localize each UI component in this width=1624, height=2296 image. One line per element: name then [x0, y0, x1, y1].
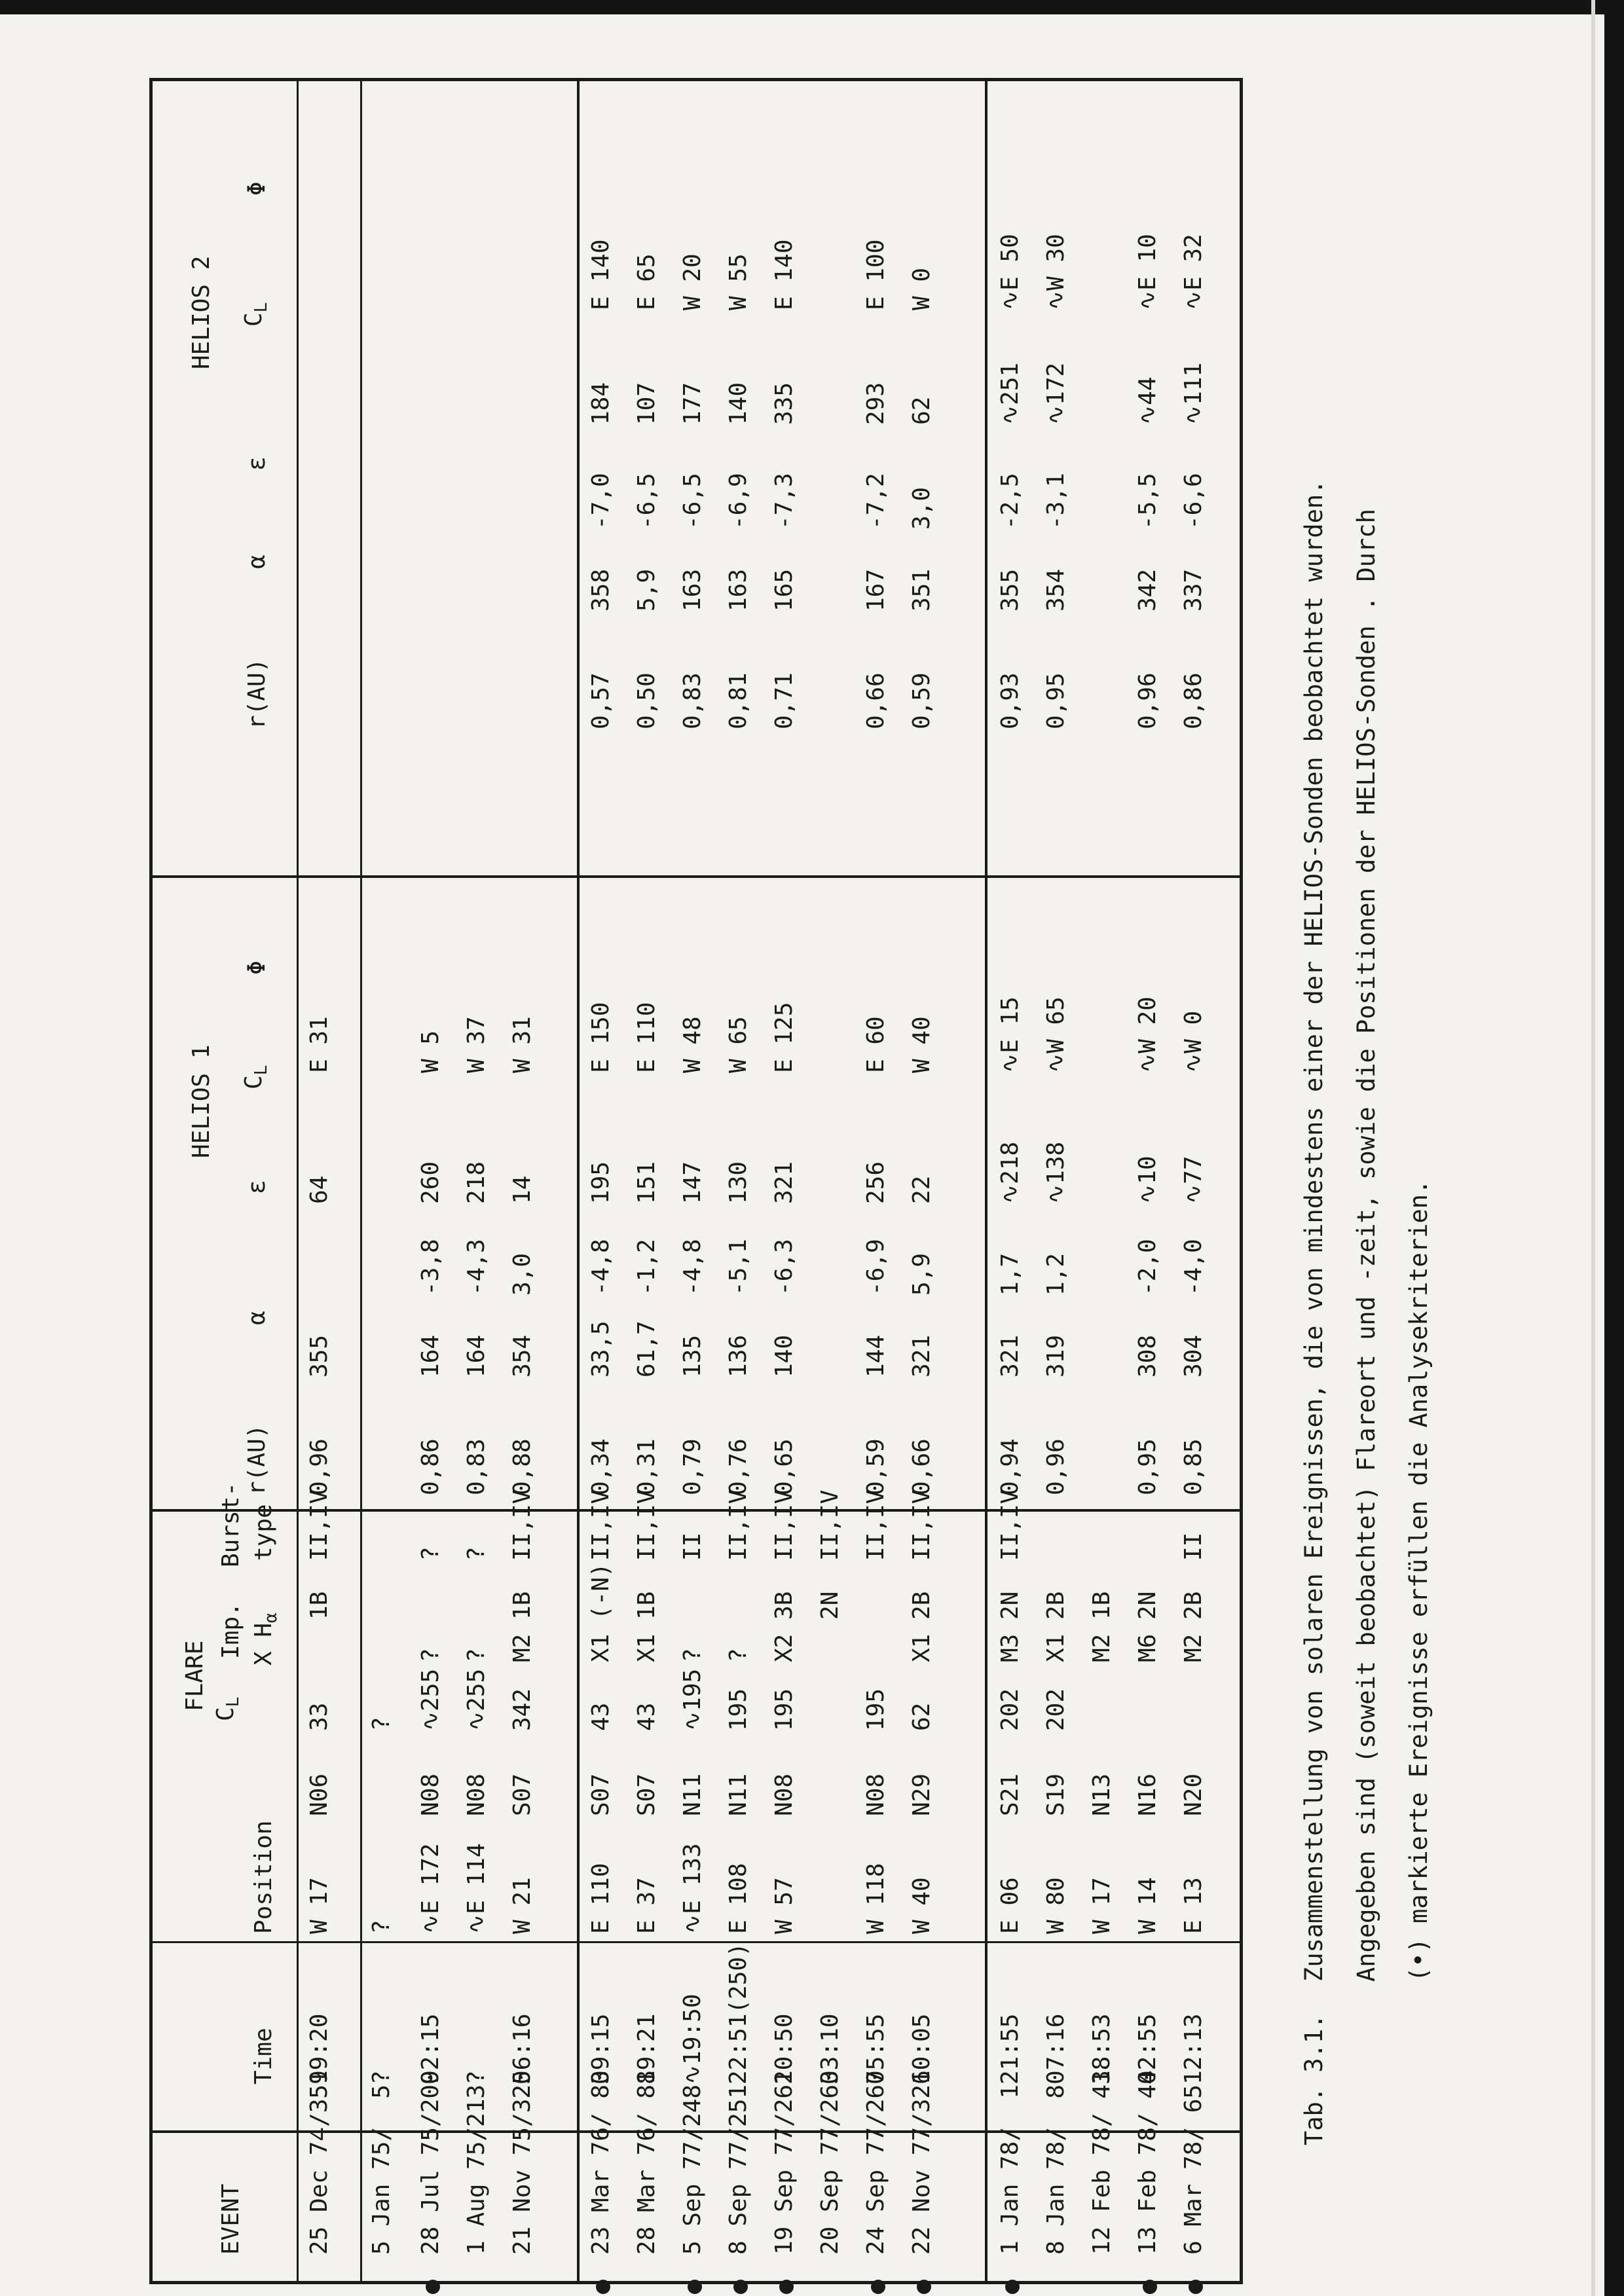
cell-imp-x: X1 [1043, 1633, 1069, 1662]
cell-h1-alpha: 164 [417, 1334, 444, 1377]
cell-h1-r: 0,85 [1180, 1438, 1207, 1495]
cell-h1-eps: -4,3 [463, 1239, 490, 1296]
cell-event: 20 Sep 77/263 [817, 2070, 843, 2255]
cell-h2-cl: ∿111 [1180, 362, 1207, 425]
cell-event: 19 Sep 77/262 [771, 2070, 798, 2255]
cell-burst-type: II,IV [997, 1489, 1024, 1561]
cell-h1-phi: W 48 [679, 1016, 706, 1073]
cell-h2-eps: -3,1 [1043, 473, 1069, 530]
cell-time: 07:16 [1043, 2013, 1069, 2085]
cell-h2-alpha: 354 [1043, 568, 1069, 611]
cell-event: 22 Nov 77/326 [908, 2070, 935, 2255]
cell-imp-x: X1 [587, 1633, 614, 1662]
cell-h1-eps: -3,8 [417, 1239, 444, 1296]
cell-h2-r: 0,86 [1180, 672, 1207, 729]
cell-h2-eps: -6,5 [679, 473, 706, 530]
header-event: EVENT [217, 2183, 244, 2255]
cell-h1-r: 0,94 [997, 1438, 1024, 1495]
cell-time: 19:21 [633, 2013, 660, 2085]
cell-h1-alpha: 135 [679, 1334, 706, 1377]
cell-imp-ha: 3B [771, 1591, 798, 1620]
cell-burst-type: II,IV [509, 1489, 536, 1561]
cell-event: 21 Nov 75/325 [509, 2070, 536, 2255]
cell-h1-r: 0,83 [463, 1438, 490, 1495]
cell-h1-eps: 1,7 [997, 1252, 1024, 1296]
cell-h2-eps: -6,5 [633, 473, 660, 530]
header-time: Time [250, 2028, 277, 2085]
cell-h2-phi: E 140 [771, 239, 798, 310]
row-sep-group3 [985, 81, 987, 2281]
cell-h1-phi: ∿W 0 [1180, 1010, 1207, 1073]
cell-time: 06:16 [509, 2013, 536, 2085]
cell-h2-r: 0,93 [997, 672, 1024, 729]
cell-h1-alpha: 319 [1043, 1334, 1069, 1377]
cell-time: 18:53 [1088, 2013, 1115, 2085]
cell-event: 12 Feb 78/ 43 [1088, 2070, 1115, 2255]
header-flare: FLARE [181, 1640, 208, 1711]
cell-h1-eps: -5,1 [725, 1239, 752, 1296]
cell-imp-ha: 1B [509, 1591, 536, 1620]
cell-h2-alpha: 337 [1180, 568, 1207, 611]
cell-h2-cl: 107 [633, 382, 660, 425]
cell-position: E 13 [1180, 1877, 1207, 1934]
cell-imp-x: M2 [509, 1633, 536, 1662]
analysis-marker-dot [596, 2280, 610, 2294]
analysis-marker-dot [1189, 2280, 1203, 2294]
cell-time: 10:50 [771, 2013, 798, 2085]
cell-time: 22:51(250) [725, 1942, 752, 2085]
cell-imp-x: ? [725, 1648, 752, 1662]
cell-imp-ha: 1B [306, 1591, 333, 1620]
cell-h1-r: 0,65 [771, 1438, 798, 1495]
cell-time: 12:13 [1180, 2013, 1207, 2085]
cell-h1-r: 0,34 [587, 1438, 614, 1495]
cell-h1-phi: E 125 [771, 1002, 798, 1073]
cell-flare-cl: 43 [633, 1702, 660, 1731]
cell-h1-phi: E 31 [306, 1016, 333, 1073]
cell-h1-alpha: 61,7 [633, 1321, 660, 1377]
analysis-marker-dot [871, 2280, 885, 2294]
cell-latitude: S21 [997, 1773, 1024, 1816]
cell-position: W 80 [1043, 1877, 1069, 1934]
cell-position: E 108 [725, 1863, 752, 1934]
cell-h2-eps: -6,9 [725, 473, 752, 530]
cell-h1-alpha: 304 [1180, 1334, 1207, 1377]
cell-event: 5 Sep 77/248 [679, 2084, 706, 2255]
cell-h2-r: 0,71 [771, 672, 798, 729]
header-helios2: HELIOS 2 [188, 255, 215, 369]
cell-h1-alpha: 354 [509, 1334, 536, 1377]
cell-imp-ha: (-N) [587, 1563, 614, 1620]
cell-flare-cl: 43 [587, 1702, 614, 1731]
cell-burst-type: II [1180, 1532, 1207, 1561]
cell-imp-x: X1 [633, 1633, 660, 1662]
cell-event: 6 Mar 78/ 65 [1180, 2084, 1207, 2255]
cell-h1-phi: W 5 [417, 1030, 444, 1073]
cell-position: ∿E 133 [679, 1843, 706, 1934]
cell-position: W 118 [862, 1863, 889, 1934]
row-sep-header [297, 81, 299, 2281]
cell-position: E 06 [997, 1877, 1024, 1934]
cell-burst-type: II,IV [306, 1489, 333, 1561]
cell-h1-phi: W 37 [463, 1016, 490, 1073]
analysis-marker-dot [688, 2280, 702, 2294]
cell-imp-ha: 2N [1134, 1591, 1161, 1620]
cell-h1-cl: 218 [463, 1161, 490, 1204]
analysis-marker-dot [1143, 2280, 1157, 2294]
cell-flare-cl: 195 [771, 1688, 798, 1731]
cell-flare-cl: 342 [509, 1688, 536, 1731]
cell-h2-cl: 335 [771, 382, 798, 425]
cell-burst-type: II,IV [633, 1489, 660, 1561]
cell-position: W 14 [1134, 1877, 1161, 1934]
cell-h1-eps: -4,8 [679, 1239, 706, 1296]
cell-h1-eps: 5,9 [908, 1252, 935, 1296]
cell-event: 28 Mar 76/ 88 [633, 2070, 660, 2255]
cell-h2-cl: 140 [725, 382, 752, 425]
cell-flare-cl: ? [368, 1717, 395, 1731]
cell-h1-cl: 130 [725, 1161, 752, 1204]
header-h1-eps: ε [244, 1180, 270, 1194]
cell-h1-r: 0,59 [862, 1438, 889, 1495]
cell-h2-cl: ∿172 [1043, 362, 1069, 425]
cell-position: W 40 [908, 1877, 935, 1934]
cell-latitude: N08 [771, 1773, 798, 1816]
cell-time: 05:55 [862, 2013, 889, 2085]
cell-h1-alpha: 321 [997, 1334, 1024, 1377]
col-sep-time [153, 1941, 1240, 1943]
cell-h1-phi: W 65 [725, 1016, 752, 1073]
caption-label: Tab. 3.1. [1300, 2014, 1328, 2145]
cell-latitude: N13 [1088, 1773, 1115, 1816]
cell-h1-alpha: 164 [463, 1334, 490, 1377]
cell-h1-r: 0,95 [1134, 1438, 1161, 1495]
cell-h1-alpha: 321 [908, 1334, 935, 1377]
cell-h2-phi: ∿E 32 [1180, 234, 1207, 310]
cell-h1-cl: 321 [771, 1161, 798, 1204]
cell-h1-r: 0,96 [1043, 1438, 1069, 1495]
header-imp: Imp. [217, 1602, 244, 1659]
row-sep-group1 [360, 81, 362, 2281]
cell-h1-alpha: 355 [306, 1334, 333, 1377]
cell-burst-type: II,IV [862, 1489, 889, 1561]
cell-time: ∿19:50 [679, 1994, 706, 2085]
cell-h1-eps: -1,2 [633, 1239, 660, 1296]
cell-h2-r: 0,95 [1043, 672, 1069, 729]
cell-h2-r: 0,66 [862, 672, 889, 729]
cell-imp-ha: 2B [1043, 1591, 1069, 1620]
cell-h2-phi: W 0 [908, 267, 935, 310]
cell-h1-phi: ∿W 20 [1134, 996, 1161, 1073]
cell-flare-cl: 195 [725, 1688, 752, 1731]
cell-imp-x: M2 [1088, 1633, 1115, 1662]
cell-h1-r: 0,79 [679, 1438, 706, 1495]
cell-imp-x: ? [679, 1648, 706, 1662]
cell-h2-cl: 293 [862, 382, 889, 425]
cell-h1-alpha: 140 [771, 1334, 798, 1377]
header-h2-r: r(AU) [244, 658, 270, 729]
cell-latitude: N29 [908, 1773, 935, 1816]
cell-h1-eps: -6,3 [771, 1239, 798, 1296]
cell-flare-cl: ∿255 [417, 1668, 444, 1731]
cell-burst-type: II,IV [908, 1489, 935, 1561]
header-h2-cl: $C_L$ [240, 302, 272, 327]
cell-event: 24 Sep 77/267 [862, 2070, 889, 2255]
header-position: Position [250, 1820, 277, 1934]
cell-h1-cl: ∿218 [997, 1141, 1024, 1204]
analysis-marker-dot [1005, 2280, 1020, 2294]
cell-burst-type: II,IV [771, 1489, 798, 1561]
cell-h1-eps: -6,9 [862, 1239, 889, 1296]
header-burst: Burst- [217, 1482, 244, 1567]
cell-burst-type: II,IV [725, 1489, 752, 1561]
header-h1-cl: $C_L$ [240, 1065, 272, 1089]
cell-position: W 57 [771, 1877, 798, 1934]
header-h2-alpha: α [244, 555, 270, 569]
cell-latitude: S07 [587, 1773, 614, 1816]
cell-h2-r: 0,81 [725, 672, 752, 729]
cell-h1-eps: -2,0 [1134, 1239, 1161, 1296]
cell-h2-cl: ∿251 [997, 362, 1024, 425]
cell-h1-phi: ∿W 65 [1043, 996, 1069, 1073]
cell-imp-x: M6 [1134, 1633, 1161, 1662]
cell-flare-cl: 62 [908, 1702, 935, 1731]
cell-h1-phi: ∿E 15 [997, 996, 1024, 1073]
cell-position: W 17 [306, 1877, 333, 1934]
header-imp-x: X $H_\alpha$ [250, 1613, 282, 1666]
cell-imp-ha: 1B [633, 1591, 660, 1620]
cell-h2-phi: ∿E 10 [1134, 234, 1161, 310]
cell-event: 1 Aug 75/213 [463, 2084, 490, 2255]
cell-event: 8 Jan 78/ 8 [1043, 2084, 1069, 2255]
cell-position: W 17 [1088, 1877, 1115, 1934]
cell-imp-ha: 2B [1180, 1591, 1207, 1620]
cell-h2-r: 0,96 [1134, 672, 1161, 729]
cell-h1-cl: 22 [908, 1175, 935, 1204]
cell-h2-phi: W 20 [679, 253, 706, 310]
cell-flare-cl: 195 [862, 1688, 889, 1731]
cell-h2-alpha: 165 [771, 568, 798, 611]
cell-h1-alpha: 33,5 [587, 1321, 614, 1377]
cell-h1-cl: 147 [679, 1161, 706, 1204]
cell-h2-cl: 177 [679, 382, 706, 425]
cell-h1-eps: -4,8 [587, 1239, 614, 1296]
analysis-marker-dot [917, 2280, 931, 2294]
cell-time: 21:55 [997, 2013, 1024, 2085]
col-sep-helios1 [153, 875, 1240, 878]
header-helios1: HELIOS 1 [188, 1044, 215, 1158]
cell-latitude: S19 [1043, 1773, 1069, 1816]
cell-event: 8 Sep 77/251 [725, 2084, 752, 2255]
cell-imp-x: ? [463, 1648, 490, 1662]
cell-burst-type: II,IV [817, 1489, 843, 1561]
header-h2-eps: ε [244, 456, 270, 471]
header-flare-cl: $C_L$ [212, 1696, 244, 1721]
cell-time: 02:55 [1134, 2013, 1161, 2085]
header-h1-alpha: α [244, 1311, 270, 1325]
cell-h2-phi: ∿E 50 [997, 234, 1024, 310]
cell-h2-eps: 3,0 [908, 486, 935, 530]
cell-flare-cl: 33 [306, 1702, 333, 1731]
caption-line-3: (•) markierte Ereignisse erfüllen die Analysekriterien. [1405, 1179, 1433, 1982]
cell-h1-r: 0,31 [633, 1438, 660, 1495]
cell-h2-alpha: 163 [725, 568, 752, 611]
cell-flare-cl: 202 [1043, 1688, 1069, 1731]
cell-h2-r: 0,83 [679, 672, 706, 729]
row-sep-group2 [577, 81, 580, 2281]
cell-h1-phi: E 150 [587, 1002, 614, 1073]
header-burst-type: type [250, 1504, 277, 1561]
cell-h2-alpha: 167 [862, 568, 889, 611]
cell-h1-cl: 260 [417, 1161, 444, 1204]
cell-flare-cl: ∿255 [463, 1668, 490, 1731]
cell-event: 13 Feb 78/ 44 [1134, 2070, 1161, 2255]
cell-event: 23 Mar 76/ 83 [587, 2070, 614, 2255]
cell-imp-ha: 1B [1088, 1591, 1115, 1620]
cell-h1-cl: 195 [587, 1161, 614, 1204]
cell-h1-cl: 14 [509, 1175, 536, 1204]
analysis-marker-dot [426, 2280, 440, 2294]
cell-imp-x: ? [417, 1648, 444, 1662]
cell-h1-alpha: 136 [725, 1334, 752, 1377]
caption-line-2: Angegeben sind (soweit beobachtet) Flareort und -zeit, sowie die Positionen der HELIOS-Sonden . Durch [1352, 509, 1380, 1982]
cell-latitude: S07 [633, 1773, 660, 1816]
cell-h2-r: 0,50 [633, 672, 660, 729]
cell-h2-r: 0,59 [908, 672, 935, 729]
cell-h2-phi: E 100 [862, 239, 889, 310]
cell-latitude: N08 [417, 1773, 444, 1816]
cell-time: 10:05 [908, 2013, 935, 2085]
cell-imp-x: M3 [997, 1633, 1024, 1662]
cell-h2-eps: -5,5 [1134, 473, 1161, 530]
header-h1-phi: Φ [244, 960, 270, 975]
cell-position: ∿E 172 [417, 1843, 444, 1934]
cell-h1-phi: E 110 [633, 1002, 660, 1073]
cell-h2-cl: 62 [908, 396, 935, 425]
cell-imp-x: X2 [771, 1633, 798, 1662]
cell-flare-cl: 202 [997, 1688, 1024, 1731]
analysis-marker-dot [733, 2280, 748, 2294]
cell-h1-cl: 256 [862, 1161, 889, 1204]
cell-time: 09:15 [587, 2013, 614, 2085]
cell-h2-phi: E 65 [633, 253, 660, 310]
cell-burst-type: ? [417, 1546, 444, 1561]
cell-latitude: S07 [509, 1773, 536, 1816]
analysis-marker-dot [779, 2280, 794, 2294]
cell-event: 25 Dec 74/359 [306, 2070, 333, 2255]
cell-burst-type: ? [463, 1546, 490, 1561]
cell-event: 28 Jul 75/209 [417, 2070, 444, 2255]
cell-latitude: N11 [679, 1773, 706, 1816]
cell-h1-phi: W 40 [908, 1016, 935, 1073]
cell-h1-r: 0,86 [417, 1438, 444, 1495]
cell-burst-type: II [679, 1532, 706, 1561]
cell-h2-alpha: 358 [587, 568, 614, 611]
caption-line-1: Zusammenstellung von solaren Ereignissen, die von mindestens einer der HELIOS-Sonden beobachtet wurden. [1300, 479, 1328, 1982]
cell-time: ? [463, 2070, 490, 2085]
cell-imp-ha: 2N [817, 1591, 843, 1620]
header-h1-r: r(AU) [244, 1424, 270, 1495]
cell-position: ∿E 114 [463, 1843, 490, 1934]
cell-h2-alpha: 5,9 [633, 568, 660, 611]
cell-h2-cl: ∿44 [1134, 376, 1161, 425]
cell-position: W 21 [509, 1877, 536, 1934]
cell-h1-eps: 3,0 [509, 1252, 536, 1296]
header-h2-phi: Φ [244, 181, 270, 196]
cell-h2-alpha: 351 [908, 568, 935, 611]
cell-h1-phi: W 31 [509, 1016, 536, 1073]
cell-h2-phi: ∿W 30 [1043, 234, 1069, 310]
cell-h1-r: 0,88 [509, 1438, 536, 1495]
cell-event: 1 Jan 78/ 1 [997, 2084, 1024, 2255]
cell-h1-eps: 1,2 [1043, 1252, 1069, 1296]
cell-latitude: N11 [725, 1773, 752, 1816]
cell-h1-cl: ∿77 [1180, 1156, 1207, 1204]
cell-burst-type: II,IV [587, 1489, 614, 1561]
cell-latitude: N16 [1134, 1773, 1161, 1816]
cell-h2-cl: 184 [587, 382, 614, 425]
cell-time: 03:10 [817, 2013, 843, 2085]
cell-h1-r: 0,66 [908, 1438, 935, 1495]
cell-h1-alpha: 308 [1134, 1334, 1161, 1377]
cell-latitude: N20 [1180, 1773, 1207, 1816]
cell-time: 19:20 [306, 2013, 333, 2085]
cell-h1-cl: 151 [633, 1161, 660, 1204]
cell-h2-alpha: 163 [679, 568, 706, 611]
cell-h1-phi: E 60 [862, 1016, 889, 1073]
cell-h1-r: 0,96 [306, 1438, 333, 1495]
cell-position: E 110 [587, 1863, 614, 1934]
cell-latitude: N08 [862, 1773, 889, 1816]
cell-h2-eps: -2,5 [997, 473, 1024, 530]
cell-h2-eps: -6,6 [1180, 473, 1207, 530]
cell-flare-cl: ∿195 [679, 1668, 706, 1731]
cell-h2-phi: E 140 [587, 239, 614, 310]
cell-h1-cl: ∿10 [1134, 1156, 1161, 1204]
cell-h1-cl: ∿138 [1043, 1141, 1069, 1204]
cell-position: ? [368, 1920, 395, 1934]
cell-latitude: N08 [463, 1773, 490, 1816]
cell-imp-x: M2 [1180, 1633, 1207, 1662]
cell-position: E 37 [633, 1877, 660, 1934]
cell-h1-r: 0,76 [725, 1438, 752, 1495]
cell-event: 5 Jan 75/ 5 [368, 2084, 395, 2255]
cell-h2-eps: -7,0 [587, 473, 614, 530]
cell-time: 02:15 [417, 2013, 444, 2085]
cell-imp-x: X1 [908, 1633, 935, 1662]
cell-imp-ha: 2B [908, 1591, 935, 1620]
cell-h2-phi: W 55 [725, 253, 752, 310]
cell-h2-alpha: 342 [1134, 568, 1161, 611]
cell-h1-eps: -4,0 [1180, 1239, 1207, 1296]
cell-h1-alpha: 144 [862, 1334, 889, 1377]
events-table [149, 78, 1243, 2284]
cell-h2-eps: -7,3 [771, 473, 798, 530]
cell-h2-alpha: 355 [997, 568, 1024, 611]
cell-h1-cl: 64 [306, 1175, 333, 1204]
cell-h2-eps: -7,2 [862, 473, 889, 530]
cell-imp-ha: 2N [997, 1591, 1024, 1620]
cell-time: ? [368, 2070, 395, 2085]
cell-latitude: N06 [306, 1773, 333, 1816]
cell-h2-r: 0,57 [587, 672, 614, 729]
